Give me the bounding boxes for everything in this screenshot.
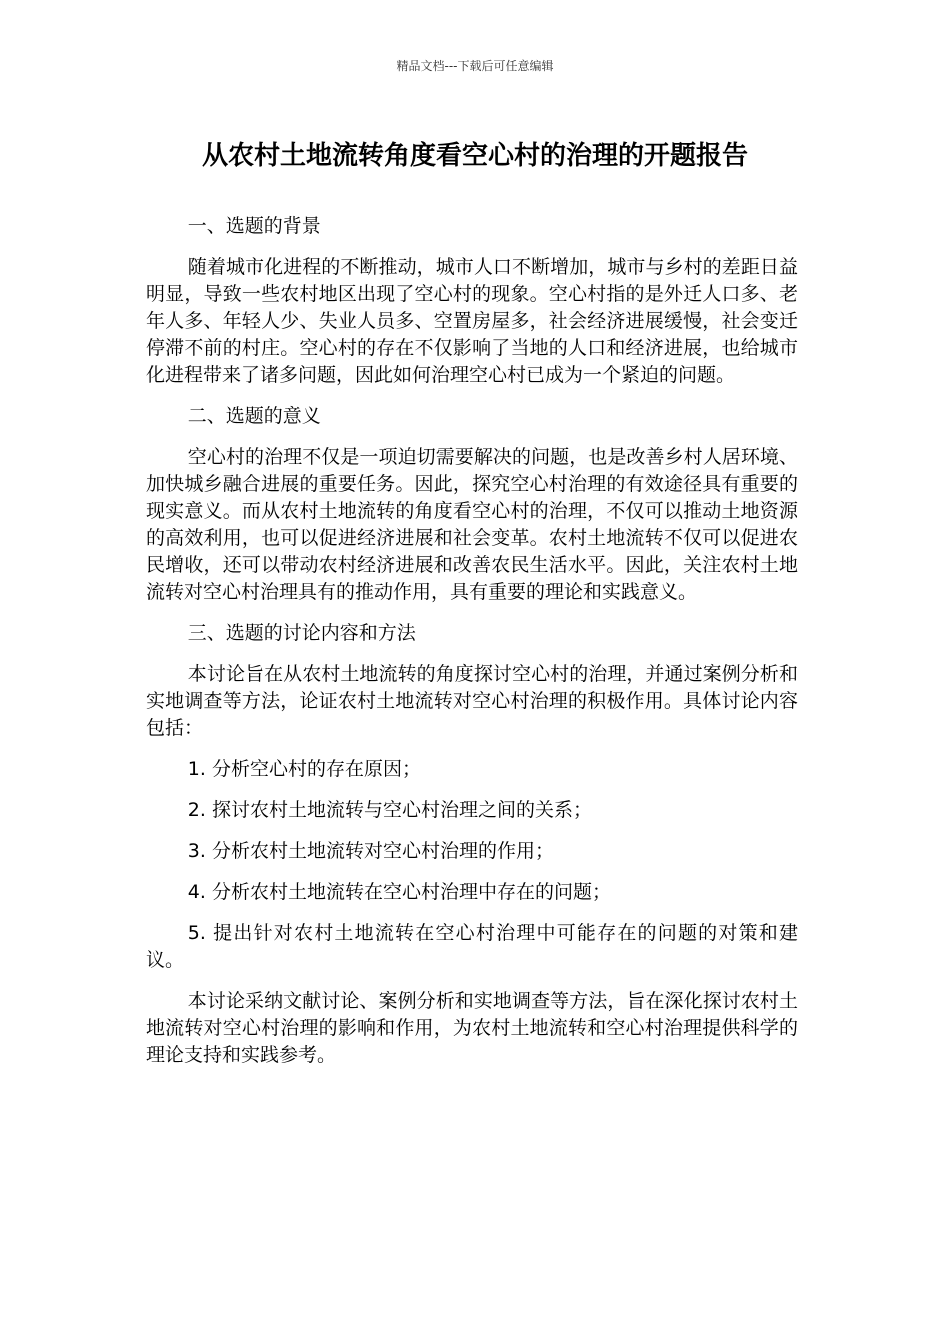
list-item: 1. 分析空心村的存在原因； [187, 758, 421, 780]
list-item: 5. 提出针对农村土地流转在空心村治理中可能存在的问题的对策和建议。 [146, 922, 798, 971]
list-item: 3. 分析农村土地流转对空心村治理的作用； [187, 840, 554, 862]
section-heading-significance: 二、选题的意义 [187, 405, 321, 427]
section-heading-methods: 三、选题的讨论内容和方法 [187, 622, 416, 644]
paragraph-background: 随着城市化进程的不断推动，城市人口不断增加，城市与乡村的差距日益明显，导致一些农村地区出现了空心村的现象。空心村指的是外迁人口多、老年人多、年轻人少、失业人员多、空置房屋多，社会经济进展缓慢，社会变迁停滞不前的村庄。空心村的存在不仅影响了当地的人口和经济进展，也给城市化进程带来了诸多问题，因此如何治理空心村已成为一个紧迫的问题。 [146, 256, 798, 386]
section-heading-background: 一、选题的背景 [187, 215, 321, 237]
list-item: 4. 分析农村土地流转在空心村治理中存在的问题； [187, 881, 611, 903]
paragraph-methods-closing: 本讨论采纳文献讨论、案例分析和实地调查等方法，旨在深化探讨农村土地流转对空心村治理的影响和作用，为农村土地流转和空心村治理提供科学的理论支持和实践参考。 [146, 990, 798, 1066]
document-title: 从农村土地流转角度看空心村的治理的开题报告 [201, 141, 748, 171]
paragraph-methods-intro: 本讨论旨在从农村土地流转的角度探讨空心村的治理，并通过案例分析和实地调查等方法，论证农村土地流转对空心村治理的积极作用。具体讨论内容包括： [146, 663, 798, 739]
list-item: 2. 探讨农村土地流转与空心村治理之间的关系； [187, 799, 592, 821]
document-body [146, 213, 798, 1083]
paragraph-significance: 空心村的治理不仅是一项迫切需要解决的问题，也是改善乡村人居环境、加快城乡融合进展的重要任务。因此，探究空心村治理的有效途径具有重要的现实意义。而从农村土地流转的角度看空心村的治理，不仅可以推动土地资源的高效利用，也可以促进经济进展和社会变革。农村土地流转不仅可以促进农民增收，还可以带动农村经济进展和改善农民生活水平。因此，关注农村土地流转对空心村治理具有的推动作用，具有重要的理论和实践意义。 [146, 446, 798, 603]
page-header: 精品文档---下载后可任意编辑 [396, 59, 554, 73]
